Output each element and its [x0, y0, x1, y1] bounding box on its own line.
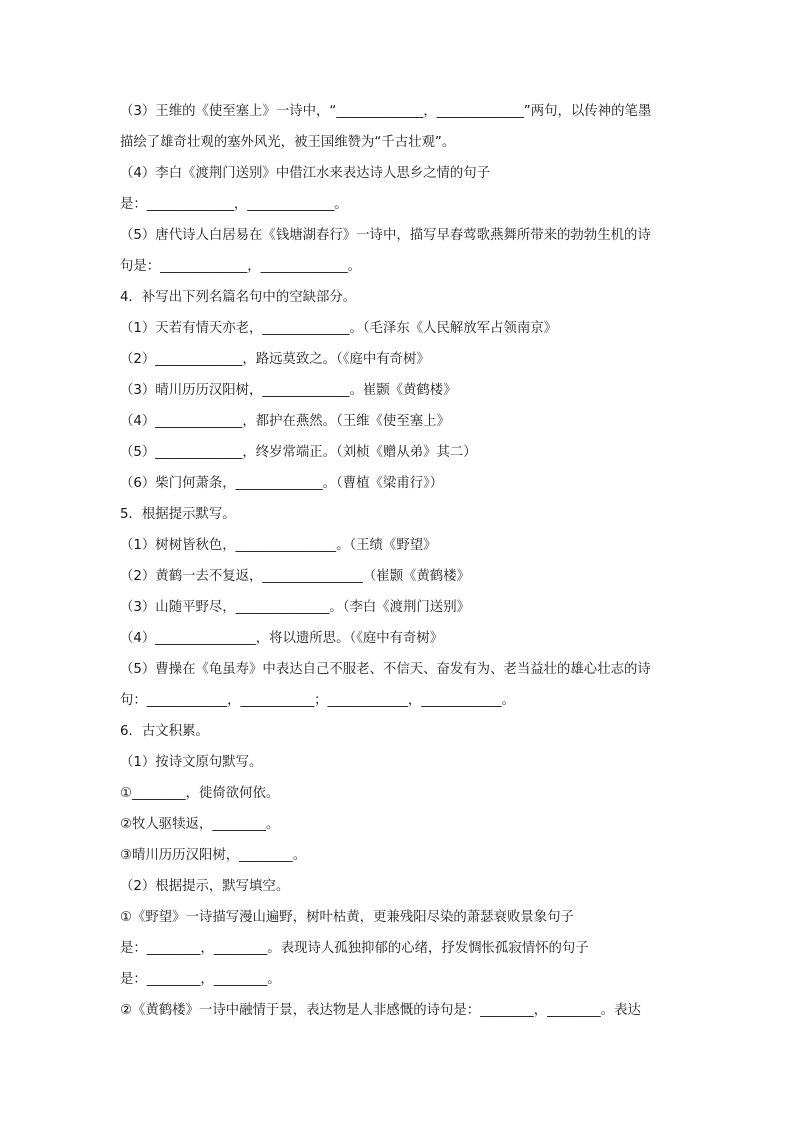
- q3-4-line-2: 是：_____________，_____________。: [120, 197, 348, 212]
- q4-item-1: （1）天若有情天亦老，_____________。（毛泽东《人民解放军占领南京》: [120, 321, 558, 336]
- q3-4-line-1: （4）李白《渡荆门送别》中借江水来表达诗人思乡之情的句子: [120, 166, 491, 181]
- q5-item-3: （3）山随平野尽，______________。（李白《渡荆门送别》: [120, 600, 470, 615]
- q3-3-line-1: （3）王维的《使至塞上》一诗中，“_____________，_____________”两句，以传神的笔墨: [120, 104, 652, 119]
- q3-5-line-2: 句是：_____________，_____________。: [120, 259, 362, 274]
- q5-item-5-line-2: 句：____________，___________；____________，____________。: [120, 693, 516, 708]
- q5-item-4: （4）_______________，将以遗所思。（《庭中有奇树》: [120, 631, 444, 646]
- q4-item-6: （6）柴门何萧条，_____________。（曹植《梁甫行》）: [120, 476, 444, 491]
- q4-item-3: （3）晴川历历汉阳树，_____________。崔颢《黄鹤楼》: [120, 383, 457, 398]
- q6-part-1-heading: （1）按诗文原句默写。: [120, 755, 263, 770]
- q5-heading: 5．根据提示默写。: [120, 507, 236, 522]
- q6-part-1-item-2: ②牧人驱犊返，________。: [120, 817, 280, 832]
- q6-part-2-item-1-line-1: ①《野望》一诗描写漫山遍野，树叶枯黄，更兼残阳尽染的萧瑟衰败景象句子: [120, 910, 574, 925]
- q6-part-2-item-1-line-3: 是：________，________。: [120, 972, 281, 987]
- q5-item-1: （1）树树皆秋色，_______________。（王绩《野望》: [120, 538, 437, 553]
- q6-part-1-item-1: ①________，徙倚欲何依。: [120, 786, 280, 801]
- q5-item-5-line-1: （5）曹操在《龟虽寿》中表达自己不服老、不信天、奋发有为、老当益壮的雄心壮志的诗: [120, 662, 651, 677]
- q6-heading: 6．古文积累。: [120, 724, 209, 739]
- q3-5-line-1: （5）唐代诗人白居易在《钱塘湖春行》一诗中，描写早春莺歌燕舞所带来的勃勃生机的诗: [120, 228, 651, 243]
- q5-item-2: （2）黄鹤一去不复返，_______________（崔颢《黄鹤楼》: [120, 569, 470, 584]
- q4-item-4: （4）_____________，都护在燕然。（王维《使至塞上》: [120, 414, 450, 429]
- q6-part-2-heading: （2）根据提示，默写填空。: [120, 879, 290, 894]
- q3-3-line-2: 描绘了雄奇壮观的塞外风光，被王国维赞为“千古壮观”。: [120, 135, 456, 150]
- q4-heading: 4．补写出下列名篇名句中的空缺部分。: [120, 290, 357, 305]
- q6-part-2-item-2-line-1: ②《黄鹤楼》一诗中融情于景，表达物是人非感慨的诗句是：________，________。表达: [120, 1003, 641, 1018]
- q4-item-2: （2）_____________，路远莫致之。（《庭中有奇树》: [120, 352, 430, 367]
- q4-item-5: （5）_____________，终岁常端正。（刘桢《赠从弟》其二）: [120, 445, 477, 460]
- q6-part-2-item-1-line-2: 是：________，________。表现诗人孤独抑郁的心绪，抒发惆怅孤寂情怀的句子: [120, 941, 589, 956]
- q6-part-1-item-3: ③晴川历历汉阳树，________。: [120, 848, 307, 863]
